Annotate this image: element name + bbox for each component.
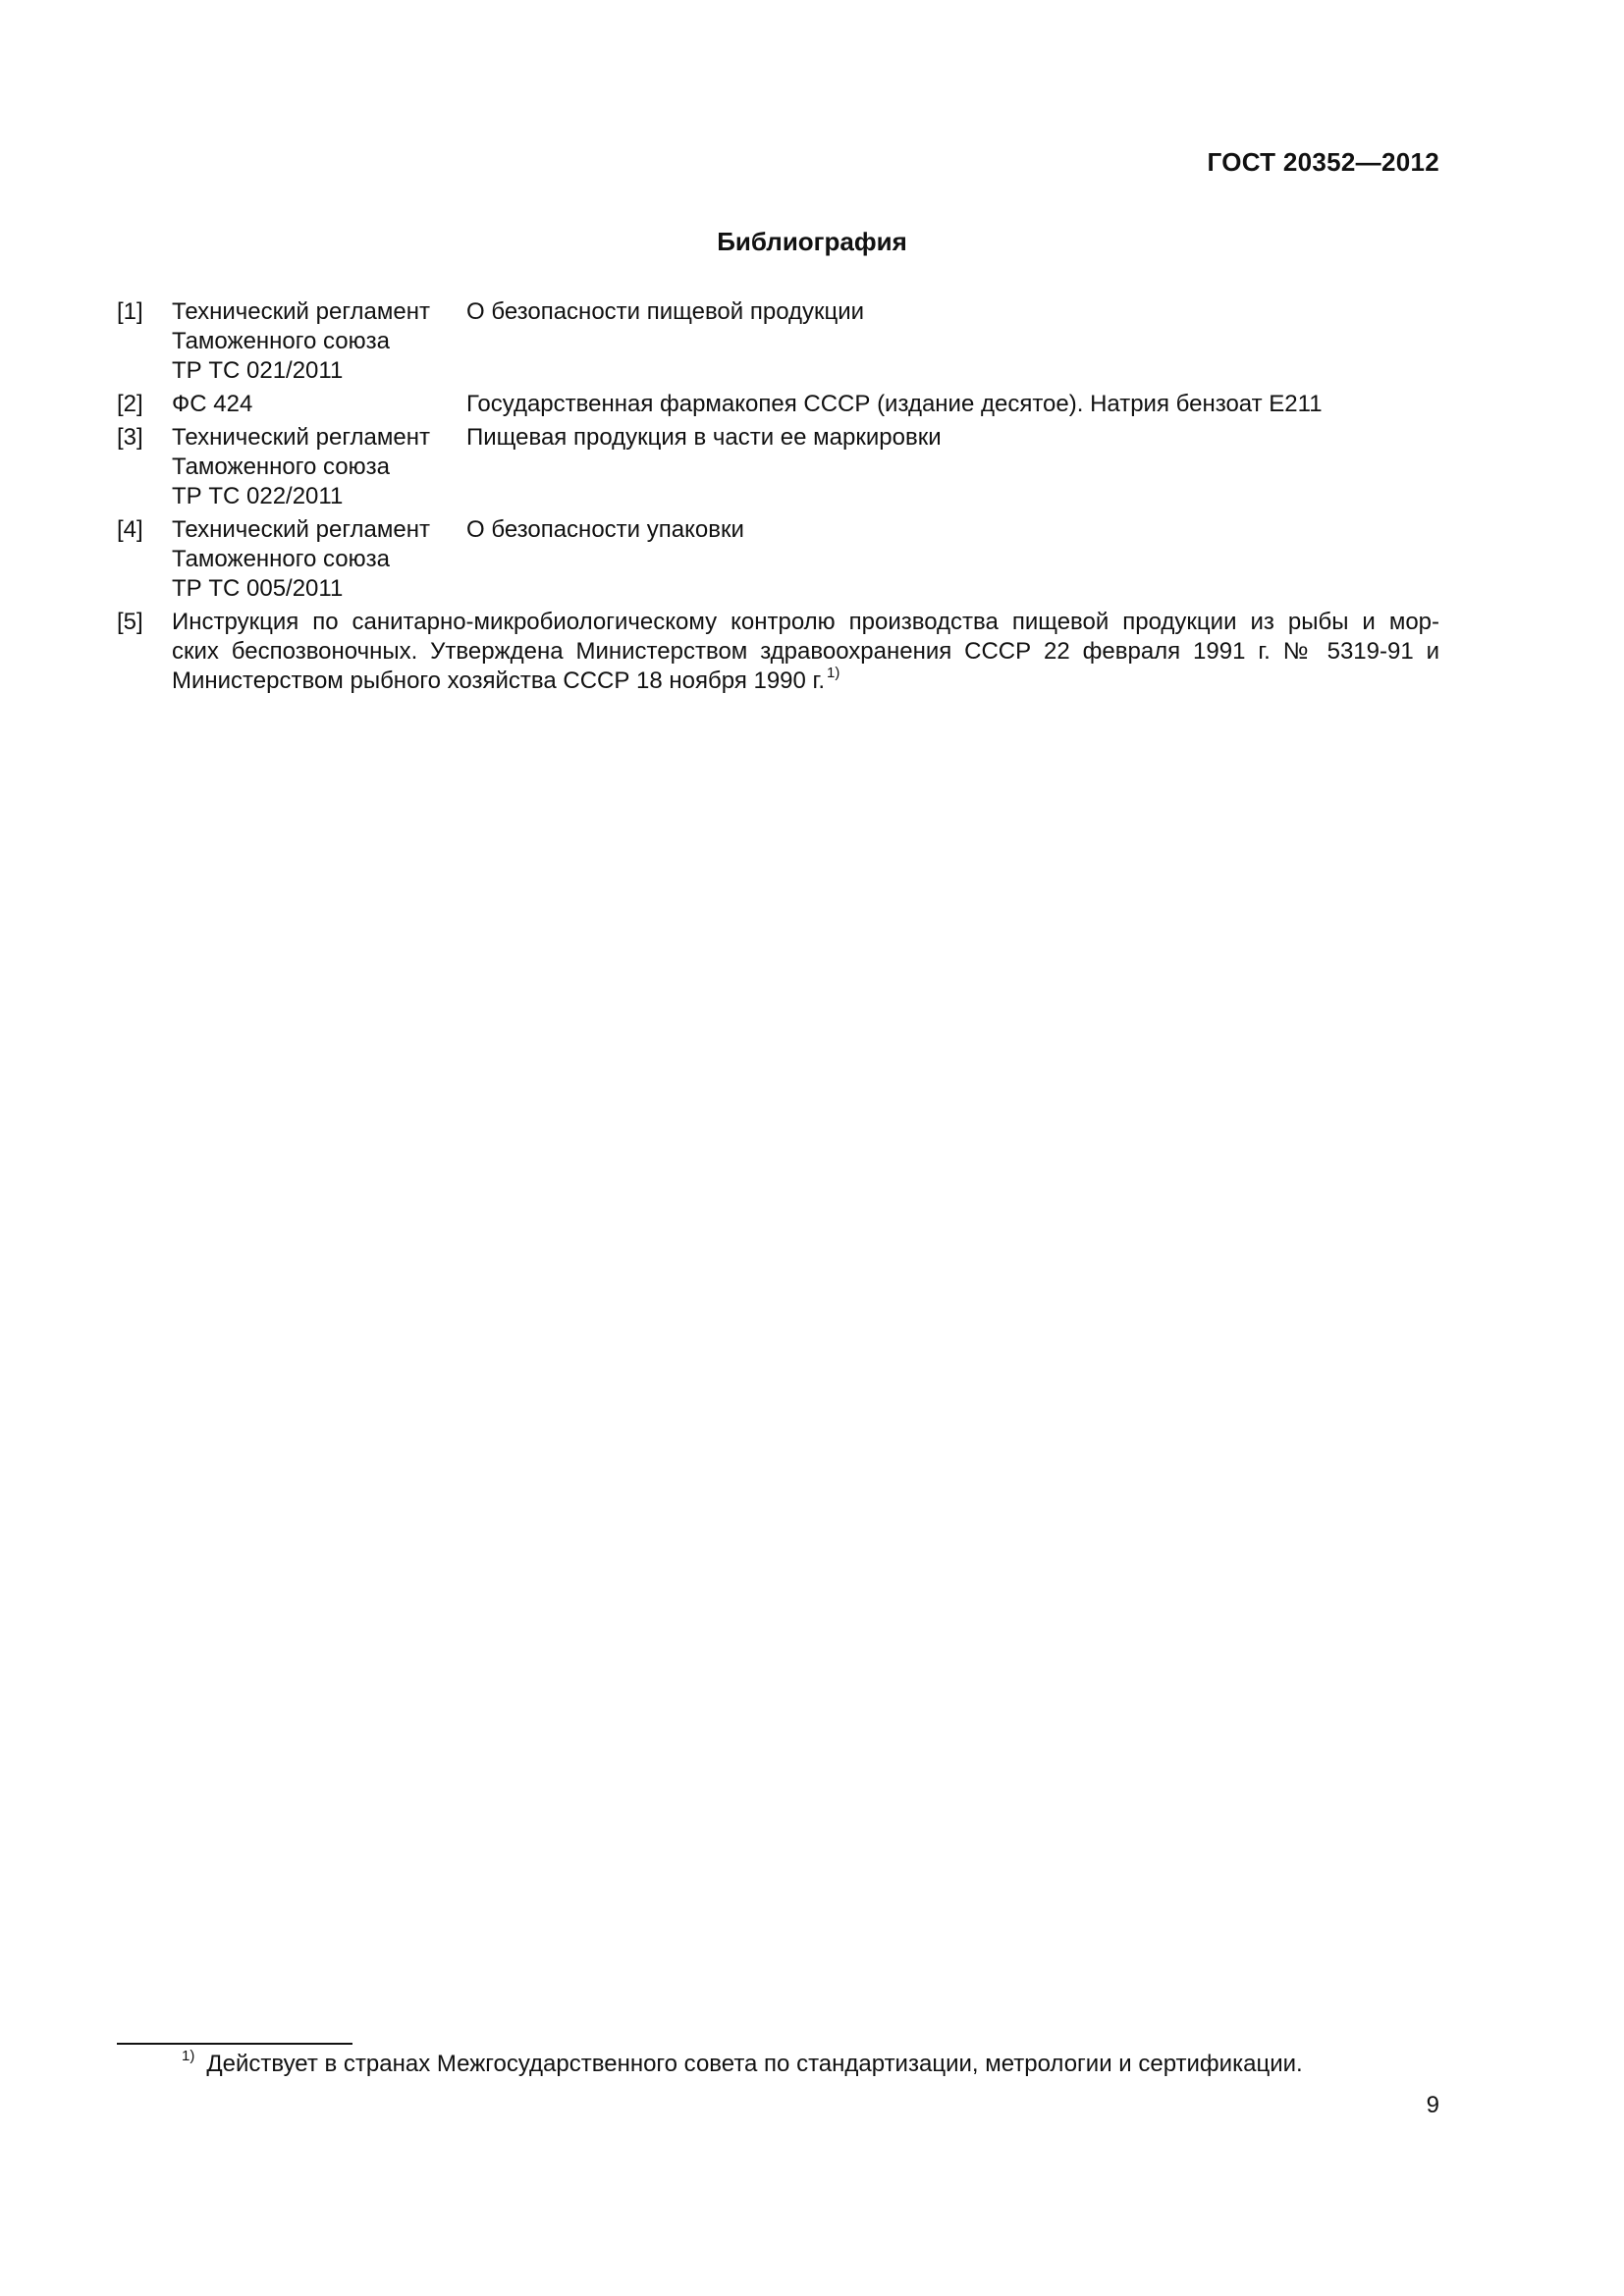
bibliography-list <box>117 297 1439 703</box>
entry-document-line: Таможенного союза <box>172 328 390 354</box>
entry-number: [3] <box>117 424 143 451</box>
entry-document <box>172 390 466 419</box>
entry-document <box>172 423 466 511</box>
entry-text-line: Инструкция по санитарно-микробиологическому контролю производства пищевой продукции из рыбы и мор- <box>172 609 1439 635</box>
entry-document-line: Таможенного союза <box>172 454 390 480</box>
entry-document-line: ТР ТС 021/2011 <box>172 357 344 384</box>
entry-document-line: ТР ТС 022/2011 <box>172 483 344 509</box>
document-code: ГОСТ 20352—2012 <box>1207 147 1439 177</box>
bibliography-entry <box>117 608 1439 699</box>
entry-title: Государственная фармакопея СССР (издание десятое). Натрия бензоат Е211 <box>466 391 1323 417</box>
entry-text-line: Министерством рыбного хозяйства СССР 18 ноября 1990 г. <box>172 667 826 694</box>
entry-document-line: ТР ТС 005/2011 <box>172 575 344 602</box>
entry-document <box>172 515 466 604</box>
entry-number: [4] <box>117 516 143 543</box>
footnote-reference: 1) <box>827 665 840 681</box>
entry-document <box>172 297 466 386</box>
entry-document-line: ФС 424 <box>172 391 253 417</box>
footnote-text: Действует в странах Межгосударственного совета по стандартизации, метрологии и сертификации. <box>206 2051 1303 2077</box>
footnote-mark: 1) <box>182 2048 195 2064</box>
bibliography-entry <box>117 515 1439 604</box>
entry-number: [2] <box>117 391 143 417</box>
entry-document-line: Технический регламент <box>172 516 430 543</box>
entry-text-line: ских беспозвоночных. Утверждена Министерством здравоохранения СССР 22 февраля 1991 г. № 5319-91 и <box>172 638 1439 665</box>
entry-document-line: Технический регламент <box>172 424 430 451</box>
entry-document-line: Таможенного союза <box>172 546 390 572</box>
section-title: Библиография <box>717 227 907 256</box>
bibliography-entry <box>117 297 1439 386</box>
entry-full-text <box>172 608 1439 699</box>
footnote-divider <box>117 2043 352 2045</box>
entry-document-line: Технический регламент <box>172 298 430 325</box>
page-number: 9 <box>1426 2092 1439 2118</box>
footnote <box>182 2050 1303 2082</box>
entry-title: О безопасности упаковки <box>466 516 744 543</box>
entry-number: [5] <box>117 609 143 635</box>
entry-text-line-last <box>172 667 1439 699</box>
entry-title: О безопасности пищевой продукции <box>466 298 865 325</box>
bibliography-entry <box>117 423 1439 511</box>
bibliography-entry <box>117 390 1439 419</box>
entry-title: Пищевая продукция в части ее маркировки <box>466 424 942 451</box>
entry-number: [1] <box>117 298 143 325</box>
